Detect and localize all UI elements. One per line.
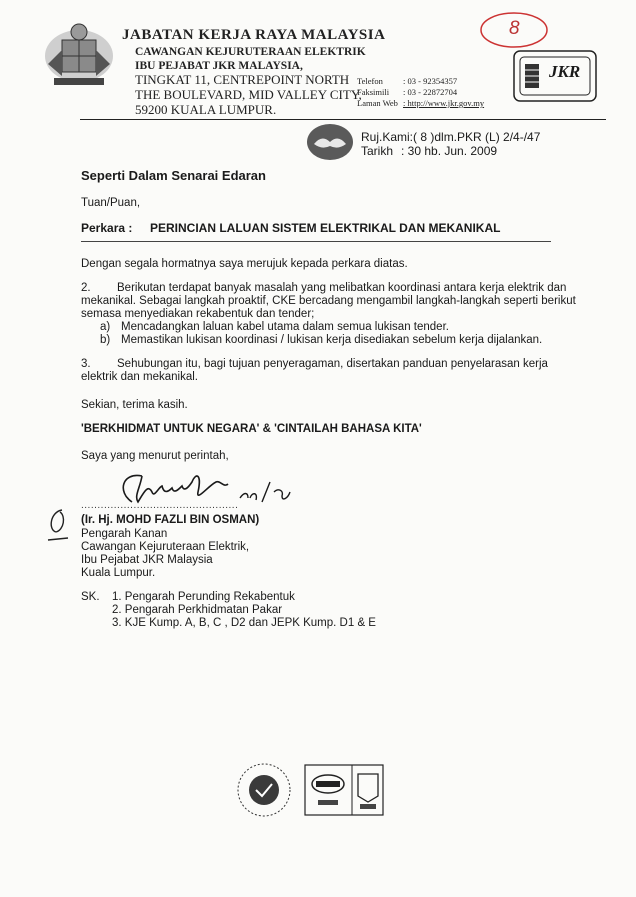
signatory-title-4: Kuala Lumpur. bbox=[81, 567, 156, 579]
signatory-title-2: Cawangan Kejuruteraan Elektrik, bbox=[81, 541, 250, 553]
reference-date bbox=[361, 144, 497, 158]
list-item-b-label: b) bbox=[100, 334, 111, 346]
jkr-logo-text: JKR bbox=[549, 62, 581, 81]
contact-block bbox=[357, 76, 484, 109]
cc-label: SK. bbox=[81, 591, 100, 603]
yours-faithfully: Saya yang menurut perintah, bbox=[81, 450, 229, 462]
circled-number: 8 bbox=[509, 18, 520, 39]
branch-name: CAWANGAN KEJURUTERAAN ELEKTRIK bbox=[135, 46, 366, 58]
letterhead-rule bbox=[80, 119, 606, 120]
handshake-emblem-icon bbox=[306, 122, 354, 162]
signatory-title-1: Pengarah Kanan bbox=[81, 528, 168, 540]
address-line-1: TINGKAT 11, CENTREPOINT NORTH bbox=[135, 72, 350, 87]
paragraph-1: Dengan segala hormatnya saya merujuk kepada perkara diatas. bbox=[81, 258, 408, 270]
list-item-b: Memastikan lukisan koordinasi / lukisan kerja disediakan sebelum kerja dijalankan. bbox=[121, 334, 543, 346]
tel-label: Telefon bbox=[357, 76, 383, 86]
margin-mark bbox=[42, 506, 72, 544]
paragraph-2-line-2: mekanikal. Sebagai langkah proaktif, CKE bercadang mengambil langkah-langkah seperti berikut bbox=[81, 295, 576, 307]
tel-value: : 03 - 92354357 bbox=[403, 76, 458, 86]
motto: 'BERKHIDMAT UNTUK NEGARA' & 'CINTAILAH BAHASA KITA' bbox=[81, 423, 422, 435]
paragraph-2-line-3: semasa menyediakan rekabentuk dan tender; bbox=[81, 308, 315, 320]
web-label: Laman Web bbox=[357, 98, 398, 108]
salutation: Tuan/Puan, bbox=[81, 197, 141, 209]
subject-rule bbox=[81, 241, 551, 242]
paragraph-3-number: 3. bbox=[81, 358, 91, 370]
jkr-logo bbox=[513, 50, 597, 102]
paragraph-2-number: 2. bbox=[81, 282, 91, 294]
subject-text: PERINCIAN LALUAN SISTEM ELEKTRIKAL DAN MEKANIKAL bbox=[150, 221, 501, 235]
address-line-2: THE BOULEVARD, MID VALLEY CITY, bbox=[135, 87, 362, 102]
iso-certification-logos-icon bbox=[304, 764, 384, 816]
date-value: : 30 hb. Jun. 2009 bbox=[401, 144, 498, 158]
hq-name: IBU PEJABAT JKR MALAYSIA, bbox=[135, 60, 303, 72]
list-item-a: Mencadangkan laluan kabel utama dalam semua lukisan tender. bbox=[121, 321, 449, 333]
web-value: : http://www.jkr.gov.my bbox=[403, 98, 485, 108]
address-line-3: 59200 KUALA LUMPUR. bbox=[135, 102, 277, 117]
reference-number: Ruj.Kami:( 8 )dlm.PKR (L) 2/4-/47 bbox=[361, 130, 541, 144]
closing: Sekian, terima kasih. bbox=[81, 399, 188, 411]
malaysia-coat-of-arms-icon bbox=[40, 20, 118, 88]
fax-label: Faksimili bbox=[357, 87, 390, 97]
signatory-name: (Ir. Hj. MOHD FAZLI BIN OSMAN) bbox=[81, 514, 260, 526]
list-item-a-label: a) bbox=[100, 321, 111, 333]
quality-certification-seal-icon bbox=[232, 762, 296, 818]
date-label: Tarikh bbox=[361, 144, 394, 158]
cc-item-3: 3. KJE Kump. A, B, C , D2 dan JEPK Kump. D1 & E bbox=[112, 617, 376, 629]
org-name: JABATAN KERJA RAYA MALAYSIA bbox=[122, 27, 386, 43]
paragraph-3-line-2: elektrik dan mekanikal. bbox=[81, 371, 198, 383]
fax-value: : 03 - 22872704 bbox=[403, 87, 458, 97]
subject-label: Perkara : bbox=[81, 221, 133, 235]
cc-item-1: 1. Pengarah Perunding Rekabentuk bbox=[112, 591, 295, 603]
paragraph-3-line-1: Sehubungan itu, bagi tujuan penyeragaman, disertakan panduan penyelarasan kerja bbox=[117, 358, 548, 370]
circled-number-annotation bbox=[478, 10, 550, 50]
signature-dots: ................................................ bbox=[81, 500, 239, 511]
recipient: Seperti Dalam Senarai Edaran bbox=[81, 168, 266, 183]
cc-item-2: 2. Pengarah Perkhidmatan Pakar bbox=[112, 604, 283, 616]
signatory-title-3: Ibu Pejabat JKR Malaysia bbox=[81, 554, 213, 566]
paragraph-2-line-1: Berikutan terdapat banyak masalah yang melibatkan koordinasi antara kerja elektrik dan bbox=[117, 282, 567, 294]
